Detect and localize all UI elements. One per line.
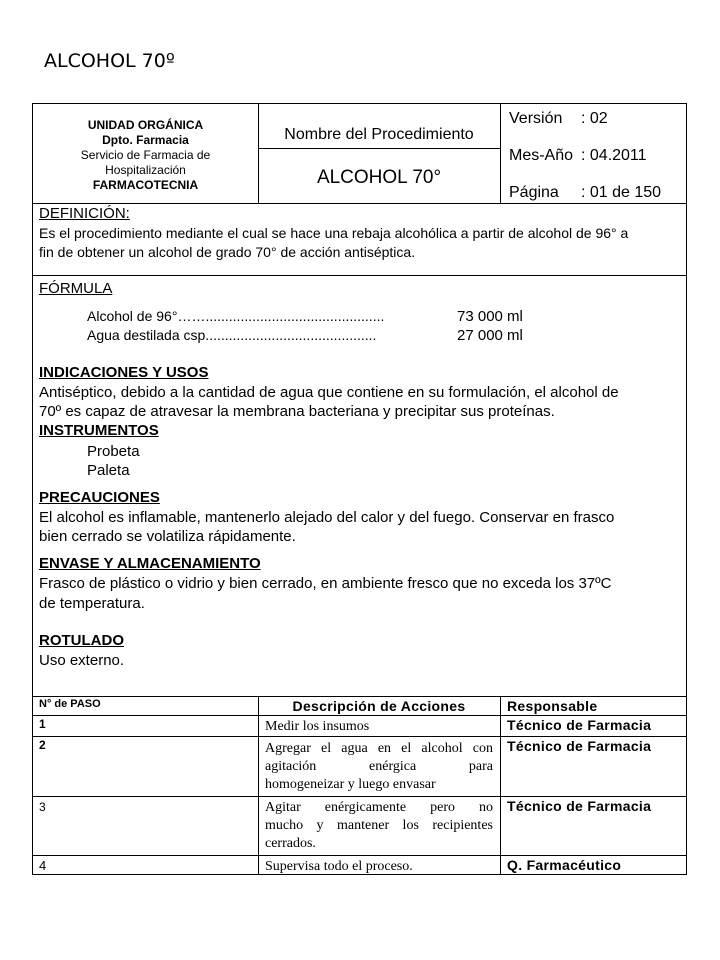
servicio-line-2: Hospitalización [105, 163, 186, 177]
rotulado-heading: ROTULADO [39, 632, 124, 649]
instrumento-item: Paleta [87, 462, 130, 479]
col-header-responsable: Responsable [507, 698, 598, 714]
step-responsible: Q. Farmacéutico [507, 857, 622, 873]
rotulado-text: Uso externo. [39, 652, 125, 669]
envase-line-1: Frasco de plástico o vidrio y bien cerrado, en ambiente fresco que no exceda los 37ºC [39, 575, 612, 592]
steps-row-divider [33, 796, 686, 797]
step-responsible: Técnico de Farmacia [507, 798, 652, 814]
col-header-paso: N° de PASO [39, 698, 101, 710]
precauciones-line-1: El alcohol es inflamable, mantenerlo alejado del calor y del fuego. Conservar en frasco [39, 509, 615, 526]
step-responsible: Técnico de Farmacia [507, 738, 652, 754]
organization-block [33, 118, 258, 193]
pagina-value: : 01 de 150 [581, 184, 662, 201]
step-description: Medir los insumos [265, 719, 370, 734]
precauciones-heading: PRECAUCIONES [39, 489, 160, 506]
formula-heading: FÓRMULA [39, 280, 113, 297]
step-description: Supervisa todo el proceso. [265, 859, 413, 874]
version-value: : 02 [581, 110, 608, 127]
step-responsible: Técnico de Farmacia [507, 717, 652, 733]
instrumento-item: Probeta [87, 443, 140, 460]
step-description: Agregar el agua en el alcohol con [265, 741, 493, 756]
definicion-line-2: fin de obtener un alcohol de grado 70° de acción antiséptica. [39, 244, 416, 260]
header-name-divider [258, 148, 500, 149]
step-description: homogeneizar y luego envasar [265, 777, 436, 792]
step-description: mucho y mantener los recipientes [265, 818, 493, 833]
step-description: Agitar enérgicamente pero no [265, 800, 493, 815]
mes-value: : 04.2011 [581, 147, 647, 164]
steps-col-divider-2 [500, 696, 501, 874]
procedure-name-label: Nombre del Procedimiento [284, 126, 474, 143]
procedure-name: ALCOHOL 70° [316, 167, 442, 188]
pagina-label: Página [509, 184, 559, 201]
instrumentos-heading: INSTRUMENTOS [39, 422, 159, 439]
step-number: 4 [39, 858, 47, 873]
indicaciones-line-1: Antiséptico, debido a la cantidad de agua que contiene en su formulación, el alcohol de [39, 384, 619, 401]
definicion-heading: DEFINICIÓN: [39, 205, 130, 222]
steps-col-divider-1 [258, 696, 259, 874]
envase-line-2: de temperatura. [39, 595, 145, 612]
definicion-divider [33, 275, 686, 276]
envase-heading: ENVASE Y ALMACENAMIENTO [39, 555, 261, 572]
document-title: ALCOHOL 70º [44, 50, 175, 72]
steps-table-top [33, 696, 686, 697]
formula-item-name: Alcohol de 96°…….............................................. [87, 308, 385, 324]
dpto-label: Dpto. Farmacia [102, 133, 189, 147]
step-number: 2 [39, 738, 46, 752]
indicaciones-line-2: 70º es capaz de atravesar la membrana bacteriana y precipitar sus proteínas. [39, 403, 555, 420]
formula-item-qty: 27 000 ml [457, 327, 523, 344]
step-description: cerrados. [265, 836, 316, 851]
mes-label: Mes-Año [509, 147, 574, 164]
version-label: Versión [509, 110, 563, 127]
step-description: agitación enérgica para [265, 759, 493, 774]
steps-row-divider [33, 736, 686, 737]
steps-header-divider [33, 715, 686, 716]
step-number: 1 [39, 717, 46, 731]
precauciones-line-2: bien cerrado se volatiliza rápidamente. [39, 528, 296, 545]
header-divider [33, 203, 686, 204]
servicio-line-1: Servicio de Farmacia de [80, 148, 211, 162]
indicaciones-heading: INDICACIONES Y USOS [39, 364, 209, 381]
definicion-line-1: Es el procedimiento mediante el cual se hace una rebaja alcohólica a partir de alcohol de 96° a [39, 225, 629, 241]
steps-row-divider [33, 855, 686, 856]
formula-item-qty: 73 000 ml [457, 308, 523, 325]
procedure-sheet [32, 103, 687, 875]
area-label: FARMACOTECNIA [92, 178, 199, 192]
formula-item-name: Agua destilada csp............................................ [87, 327, 377, 343]
unidad-label: UNIDAD ORGÁNICA [87, 118, 204, 132]
col-header-descripcion: Descripción de Acciones [292, 698, 466, 714]
header-col-divider-2 [500, 104, 501, 203]
step-number: 3 [39, 800, 46, 814]
